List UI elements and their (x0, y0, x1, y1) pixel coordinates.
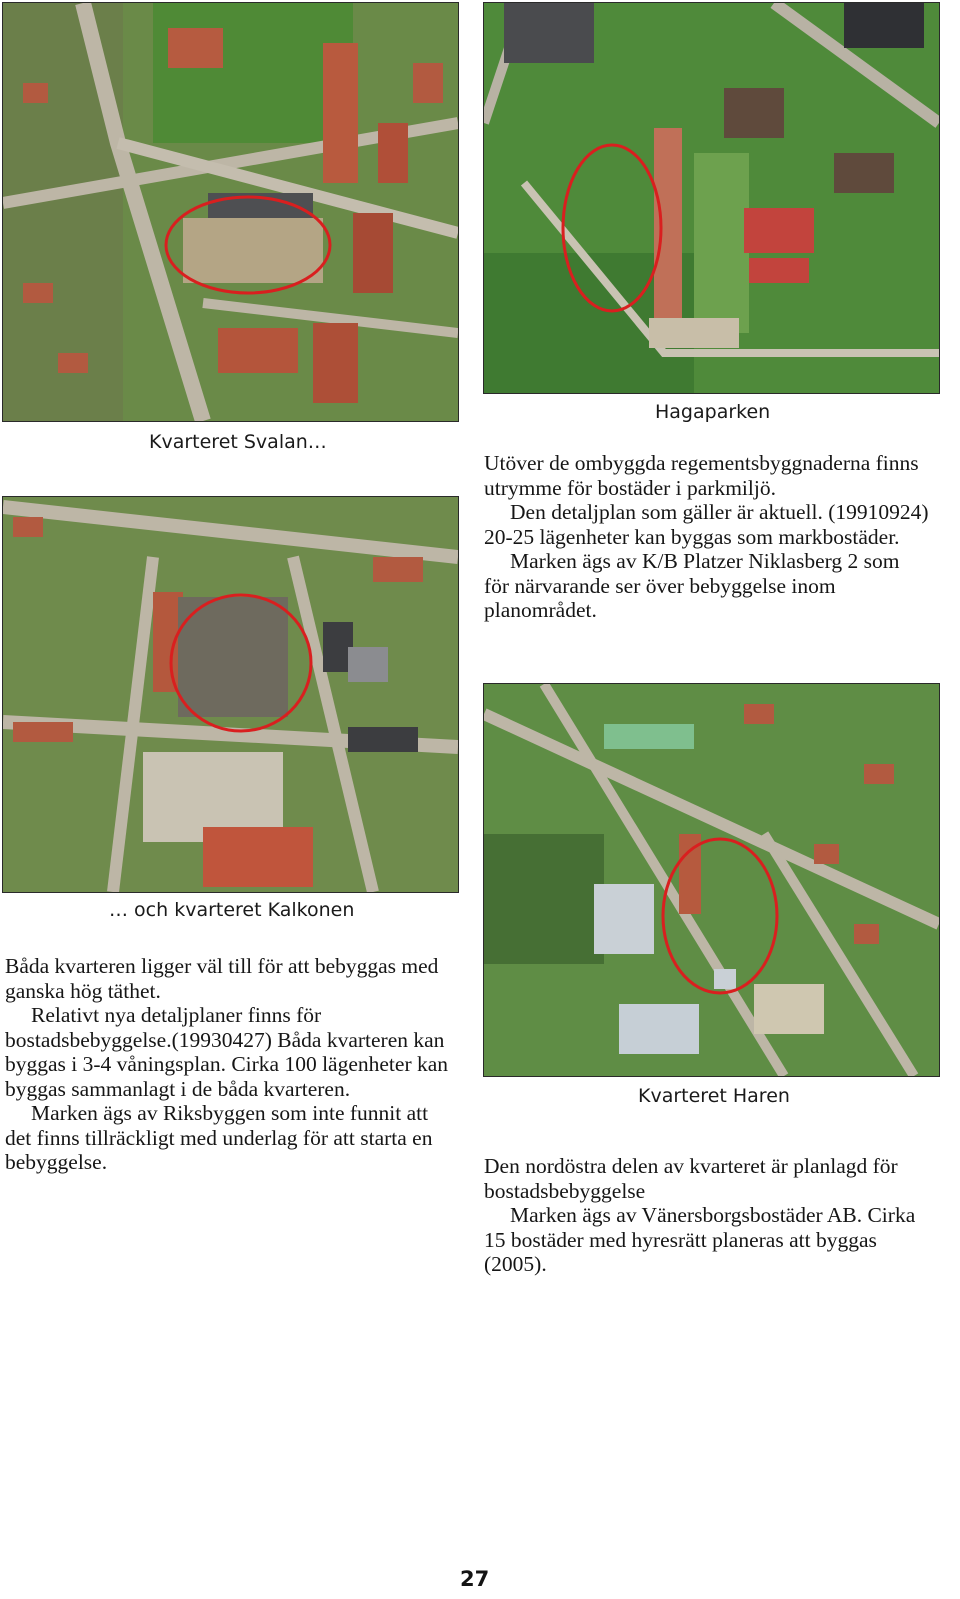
caption-kalkonen: … och kvarteret Kalkonen (109, 899, 355, 921)
paragraph: Den nordöstra delen av kvarteret är planlagd för bostadsbebyggelse (484, 1154, 898, 1203)
paragraph: Relativt nya detaljplaner finns för bostadsbebyggelse.(19930427) Båda kvarteren kan byggas i 3-4 våningsplan. Cirka 100 lägenheter kan byggas sammanlagt i de båda kvarteren. (5, 1003, 449, 1101)
aerial-photo-kalkonen (2, 496, 459, 893)
caption-haren: Kvarteret Haren (638, 1085, 790, 1107)
caption-hagaparken: Hagaparken (655, 401, 771, 423)
paragraph: Den detaljplan som gäller är aktuell. (19910924) 20-25 lägenheter kan byggas som markbostäder. (484, 500, 929, 549)
caption-svalan: Kvarteret Svalan… (149, 431, 327, 453)
text-hagaparken (484, 451, 929, 623)
aerial-photo-hagaparken (483, 2, 940, 394)
aerial-photo-haren (483, 683, 940, 1077)
aerial-photo-svalan (2, 2, 459, 422)
text-svalan-kalkonen (5, 954, 450, 1175)
paragraph: Marken ägs av Riksbyggen som inte funnit att det finns tillräckligt med underlag för att starta en bebyggelse. (5, 1101, 433, 1174)
paragraph: Marken ägs av K/B Platzer Niklasberg 2 som för närvarande ser över bebyggelse inom planområdet. (484, 549, 900, 622)
text-haren (484, 1154, 929, 1277)
page-number: 27 (460, 1567, 490, 1591)
paragraph: Utöver de ombyggda regementsbyggnaderna finns utrymme för bostäder i parkmiljö. (484, 451, 919, 500)
paragraph: Båda kvarteren ligger väl till för att bebyggas med ganska hög täthet. (5, 954, 439, 1003)
paragraph: Marken ägs av Vänersborgsbostäder AB. Cirka 15 bostäder med hyresrätt planeras att byggas (2005). (484, 1203, 916, 1276)
